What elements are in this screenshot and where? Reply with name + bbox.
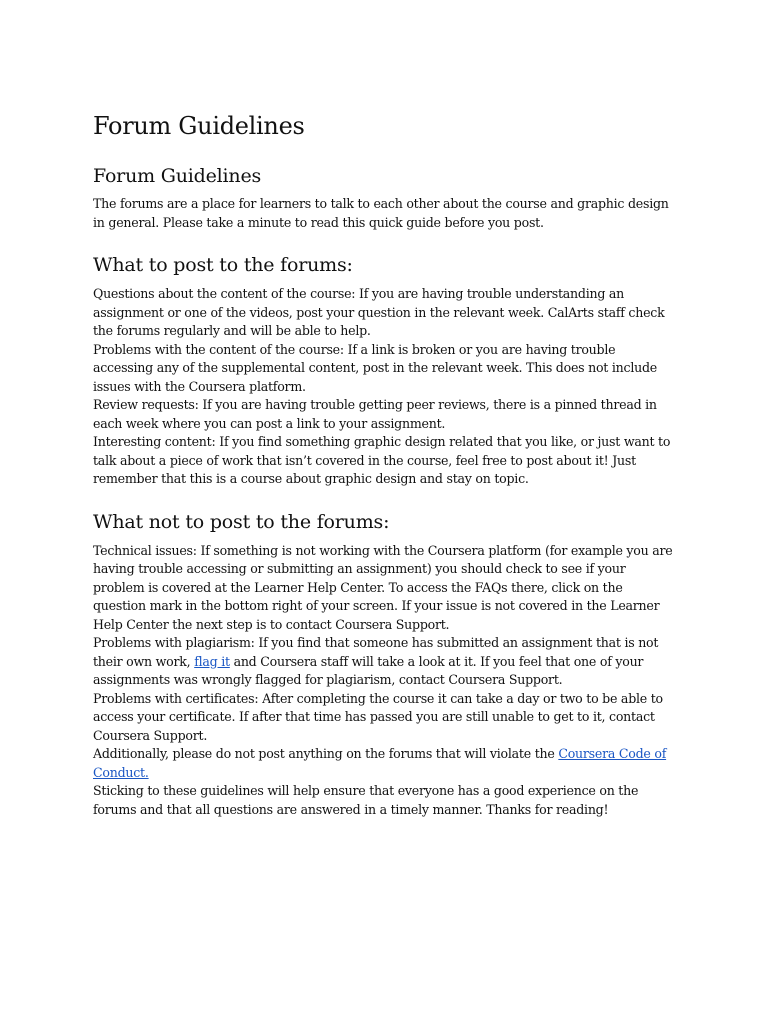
list-item-additionally: [93, 745, 673, 782]
document-page: [93, 110, 673, 819]
list-item-review-requests: Review requests: If you are having trouble getting peer reviews, there is a pinned thread in each week where you can post a link to your assignment.: [93, 397, 657, 431]
list-item-certificates: Problems with certificates: After completing the course it can take a day or two to be able to access your certificate. If after that time has passed you are still unable to get to it, contact Coursera Support.: [93, 690, 663, 743]
list-item-interesting-content: Interesting content: If you find something graphic design related that you like, or just want to talk about a piece of work that isn’t covered in the course, feel free to post about it! Just remember that this is a course about graphic design and stay on topic.: [93, 434, 671, 486]
section-subtitle: Forum Guidelines: [93, 165, 262, 187]
code-of-conduct-link[interactable]: Coursera Code of Conduct.: [93, 746, 667, 780]
plagiarism-text-before: Problems with plagiarism: If you find that someone has submitted an assignment that is not their own work,: [93, 635, 659, 669]
plagiarism-text-after: and Coursera staff will take a look at it. If you feel that one of your assignments was wrongly flagged for plagiarism, contact Coursera Support.: [93, 653, 644, 687]
closing-paragraph: Sticking to these guidelines will help ensure that everyone has a good experience on the forums and that all questions are answered in a timely manner. Thanks for reading!: [93, 783, 639, 817]
flag-it-link[interactable]: flag it: [194, 653, 230, 669]
list-item-problems-content: Problems with the content of the course: If a link is broken or you are having trouble accessing any of the supplemental content, post in the relevant week. This does not include issues with the Coursera platform.: [93, 341, 657, 394]
what-not-to-post-heading: What not to post to the forums:: [93, 510, 390, 533]
list-item-plagiarism: [93, 634, 673, 690]
what-to-post-list: [93, 285, 673, 489]
intro-paragraph: The forums are a place for learners to talk to each other about the course and graphic design in general. Please take a minute to read this quick guide before you post.: [93, 196, 669, 230]
list-item-questions: Questions about the content of the course: If you are having trouble understanding an assignment or one of the videos, post your question in the relevant week. CalArts staff check the forums regularly and will be able to help.: [93, 286, 665, 338]
page-title: Forum Guidelines: [93, 112, 305, 140]
what-to-post-heading: What to post to the forums:: [93, 254, 353, 276]
what-not-to-post-list: [93, 542, 673, 820]
list-item-technical-issues: Technical issues: If something is not working with the Coursera platform (for example you are having trouble accessing or submitting an assignment) you should check to see if your problem is covered at the Learner Help Center. To access the FAQs there, click on the question mark in the bottom right of your screen. If your issue is not covered in the Learner Help Center the next step is to contact Coursera Support.: [93, 542, 673, 632]
additionally-text: Additionally, please do not post anything on the forums that will violate the: [93, 746, 555, 761]
